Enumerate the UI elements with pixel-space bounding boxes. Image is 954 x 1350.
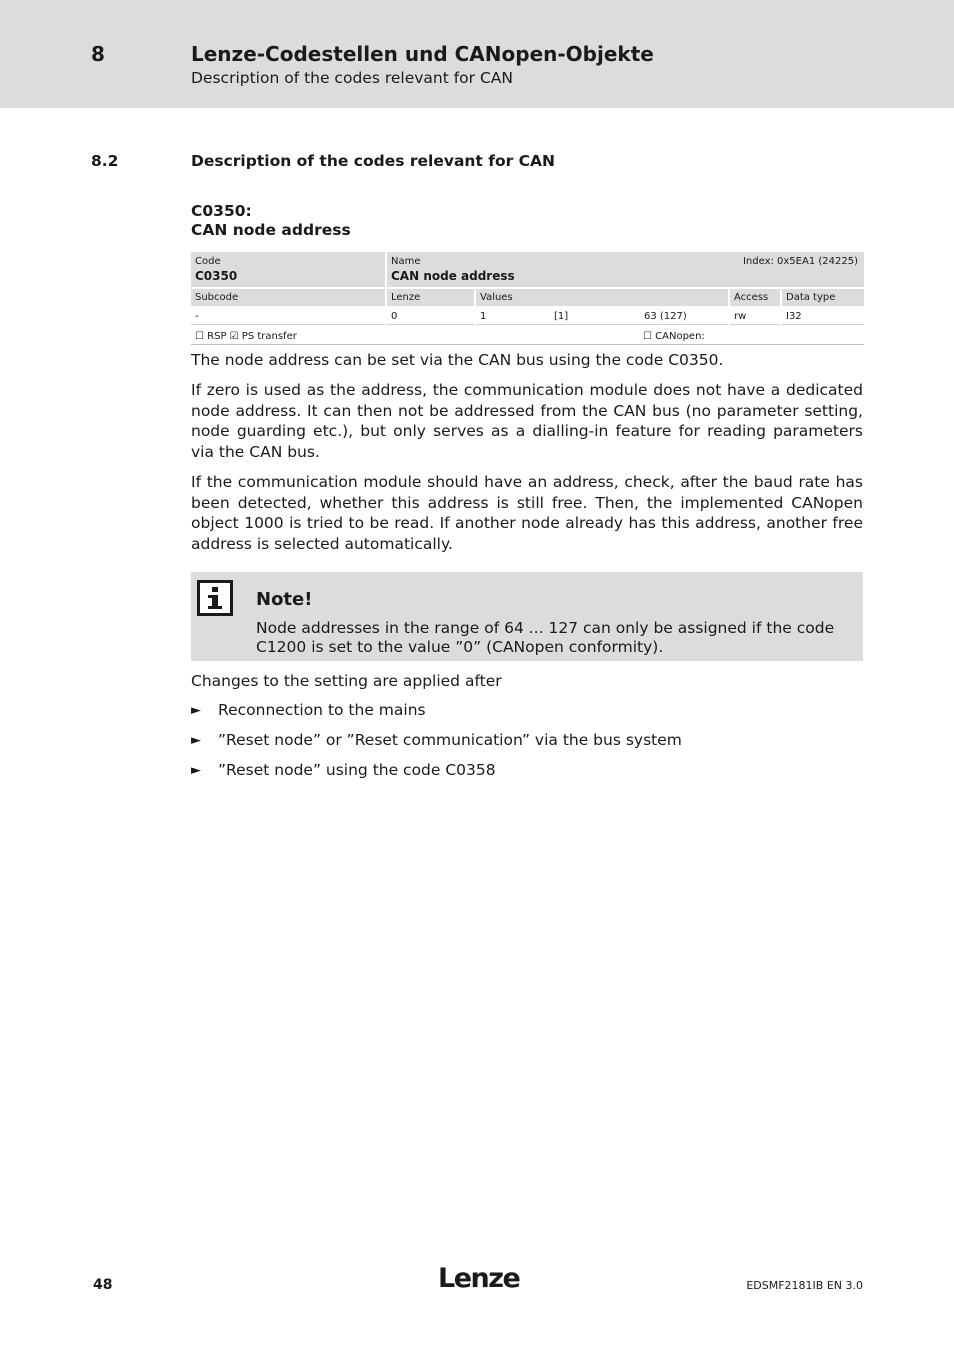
- code-label: Code: [195, 256, 221, 267]
- cell-lenze: 0: [387, 308, 474, 325]
- col-subcode: Subcode: [191, 289, 385, 306]
- footer-flags-left: ☐ RSP ☑ PS transfer: [195, 331, 297, 342]
- col-access: Access: [730, 289, 780, 306]
- list-item-text: ”Reset node” using the code C0358: [218, 761, 496, 779]
- section-title: Description of the codes relevant for CAN: [191, 152, 556, 170]
- name-label: Name: [391, 256, 421, 267]
- footer-flags-right: ☐ CANopen:: [643, 331, 705, 342]
- cell-subcode: -: [191, 308, 385, 325]
- note-title: Note!: [256, 589, 313, 610]
- note-box: [191, 572, 863, 661]
- code-heading-name: CAN node address: [191, 221, 351, 239]
- chapter-subtitle: Description of the codes relevant for CAN: [191, 69, 513, 87]
- paragraph-2: If zero is used as the address, the communication module does not have a dedicated node address. It can then not be addressed from the CAN bus (no parameter setting, node guarding etc.), but only serves as a dialling-in feature for reading parameters via the CAN bus.: [191, 381, 863, 462]
- code-cell: [191, 252, 385, 287]
- lenze-logo: Lenze: [438, 1263, 520, 1294]
- note-text: Node addresses in the range of 64 ... 127 can only be assigned if the code C1200 is set to the value ”0” (CANopen conformity).: [256, 619, 835, 656]
- index-value: Index: 0x5EA1 (24225): [742, 256, 858, 267]
- code-table-header-row: [191, 252, 864, 287]
- cell-value-step: [1]: [550, 308, 640, 325]
- page-number: 48: [93, 1277, 113, 1293]
- cell-access: rw: [730, 308, 780, 325]
- triangle-right-icon: ►: [191, 733, 201, 748]
- paragraph-1: The node address can be set via the CAN bus using the code C0350.: [191, 351, 724, 369]
- section-number: 8.2: [91, 152, 119, 170]
- chapter-title: Lenze-Codestellen und CANopen-Objekte: [191, 42, 654, 66]
- code-heading-code: C0350:: [191, 202, 252, 220]
- code-table-data-row: [191, 308, 864, 325]
- cell-value-min: 1: [476, 308, 550, 325]
- cell-value-max: 63 (127): [640, 308, 728, 325]
- info-icon: [197, 580, 233, 616]
- name-cell: [387, 252, 864, 287]
- chapter-number: 8: [91, 42, 105, 66]
- paragraph-3: If the communication module should have an address, check, after the baud rate has been detected, whether this address is still free. Then, the implemented CANopen object 1000 is tried to be read. If another node already has this address, another free address is selected automatically.: [191, 473, 863, 554]
- triangle-right-icon: ►: [191, 703, 201, 718]
- code-table-footer-row: [191, 328, 864, 345]
- changes-intro: Changes to the setting are applied after: [191, 672, 502, 690]
- list-item-text: Reconnection to the mains: [218, 701, 426, 719]
- col-values: Values: [476, 289, 728, 306]
- cell-data-type: I32: [782, 308, 864, 325]
- code-value: C0350: [195, 269, 238, 283]
- col-data-type: Data type: [782, 289, 864, 306]
- col-lenze: Lenze: [387, 289, 474, 306]
- triangle-right-icon: ►: [191, 763, 201, 778]
- document-reference: EDSMF2181IB EN 3.0: [746, 1279, 863, 1292]
- code-heading: [191, 202, 351, 240]
- list-item-text: ”Reset node” or ”Reset communication” via the bus system: [218, 731, 682, 749]
- code-table-column-headers: [191, 289, 864, 306]
- name-value: CAN node address: [391, 269, 515, 283]
